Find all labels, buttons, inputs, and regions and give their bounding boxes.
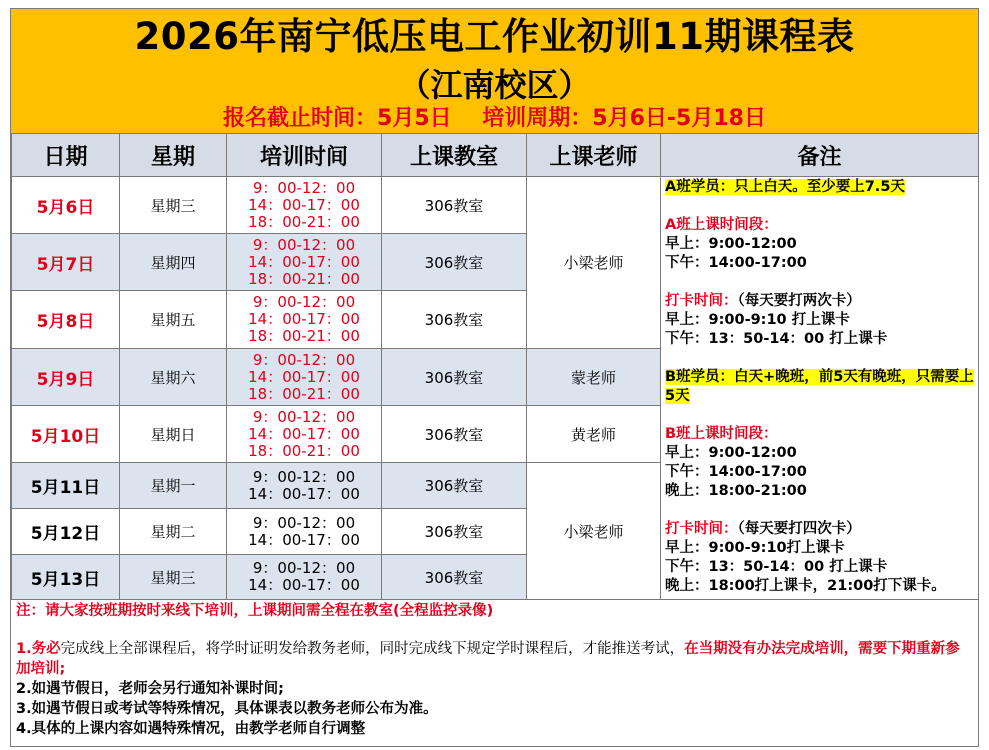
b-checkin-evening: 晚上：18:00打上课卡，21:00打下课卡。 (665, 578, 946, 594)
col-header-notes: 备注 (661, 134, 979, 177)
room-cell: 306教室 (382, 177, 527, 234)
room-cell: 306教室 (382, 349, 527, 406)
a-morning: 早上：9:00-12:00 (665, 236, 797, 252)
time-slot: 14：00-17：00 (248, 424, 360, 443)
room-cell: 306教室 (382, 463, 527, 509)
time-slot: 14：00-17：00 (248, 310, 360, 328)
date-cell: 5月8日 (12, 291, 120, 349)
col-header-date: 日期 (12, 134, 120, 177)
room-cell: 306教室 (382, 406, 527, 463)
time-slot: 14：00-17：00 (248, 195, 360, 214)
time-slot: 18：00-21：00 (248, 441, 360, 460)
date-cell: 5月13日 (12, 555, 120, 600)
time-cell (227, 509, 382, 555)
teacher-cell: 蒙老师 (527, 349, 661, 406)
teacher-cell: 黄老师 (527, 406, 661, 463)
registration-line: 报名截止时间：5月5日 培训周期：5月6日-5月18日 (223, 106, 766, 131)
date-cell: 5月9日 (12, 349, 120, 406)
teacher-cell: 小梁老师 (527, 177, 661, 349)
weekday-cell: 星期三 (120, 177, 227, 234)
weekday-cell: 星期三 (120, 555, 227, 600)
footer-item-4: 4.具体的上课内容如遇特殊情况，由教学老师自行调整 (16, 721, 366, 737)
weekday-cell: 星期日 (120, 406, 227, 463)
b-checkin-title-line: 打卡时间：（每天要打四次卡） (665, 521, 861, 537)
footer-notice: 注：请大家按班期按时来线下培训，上课期间需全程在教室(全程监控录像) (16, 603, 494, 619)
schedule-sheet (10, 8, 979, 747)
footer-item-1: 1.务必完成线上全部课程后，将学时证明发给教务老师，同时完成线下规定学时课程后，才能推送考试，在当期没有办法完成培训，需要下期重新参加培训; (16, 641, 960, 677)
date-cell: 5月10日 (12, 406, 120, 463)
footer-item-3: 3.如遇节假日或考试等特殊情况，具体课表以教务老师公布为准。 (16, 701, 438, 717)
weekday-cell: 星期四 (120, 234, 227, 291)
notes-cell (661, 177, 979, 600)
time-slot: 9：00-12：00 (252, 559, 356, 577)
a-afternoon: 下午：14:00-17:00 (665, 255, 807, 271)
time-slot: 18：00-21：00 (248, 384, 360, 403)
room-cell: 306教室 (382, 509, 527, 555)
date-cell: 5月7日 (12, 234, 120, 291)
b-class-note: B班学员：白天+晚班，前5天有晚班，只需要上5天 (665, 369, 974, 404)
b-checkin-morning: 早上：9:00-9:10打上课卡 (665, 540, 845, 556)
weekday-cell: 星期一 (120, 463, 227, 509)
date-cell: 5月11日 (12, 463, 120, 509)
time-cell (227, 406, 382, 463)
b-morning: 早上：9:00-12:00 (665, 445, 797, 461)
b-checkin-afternoon: 下午：13：50-14：00 打上课卡 (665, 559, 888, 575)
time-slot: 9：00-12：00 (252, 178, 356, 197)
time-slot: 9：00-12：00 (252, 350, 356, 369)
a-class-note: A班学员：只上白天。至少要上7.5天 (665, 179, 905, 195)
schedule-table (11, 133, 979, 600)
time-slot: 9：00-12：00 (252, 293, 356, 311)
header-row (12, 134, 979, 177)
col-header-time: 培训时间 (227, 134, 382, 177)
time-slot: 14：00-17：00 (248, 530, 360, 549)
weekday-cell: 星期六 (120, 349, 227, 406)
b-evening: 晚上：18:00-21:00 (665, 483, 807, 499)
time-cell (227, 555, 382, 600)
date-cell: 5月12日 (12, 509, 120, 555)
table-row (12, 177, 979, 234)
time-slot: 14：00-17：00 (248, 367, 360, 386)
col-header-room: 上课教室 (382, 134, 527, 177)
time-slot: 18：00-21：00 (248, 269, 360, 288)
room-cell: 306教室 (382, 234, 527, 291)
time-slot: 18：00-21：00 (248, 327, 360, 345)
time-slot: 9：00-12：00 (252, 513, 356, 532)
time-slot: 14：00-17：00 (248, 252, 360, 271)
col-header-teacher: 上课老师 (527, 134, 661, 177)
time-cell (227, 463, 382, 509)
room-cell: 306教室 (382, 291, 527, 349)
time-slot: 9：00-12：00 (252, 407, 356, 426)
a-checkin-morning: 早上：9:00-9:10 打上课卡 (665, 312, 850, 328)
teacher-cell: 小梁老师 (527, 463, 661, 600)
time-slot: 9：00-12：00 (252, 235, 356, 254)
footer-notes (11, 599, 978, 746)
room-cell: 306教室 (382, 555, 527, 600)
header-banner (11, 9, 978, 134)
b-time-title: B班上课时间段： (665, 426, 778, 442)
weekday-cell: 星期五 (120, 291, 227, 349)
footer-item-2: 2.如遇节假日，老师会另行通知补课时间; (16, 681, 284, 697)
weekday-cell: 星期二 (120, 509, 227, 555)
b-afternoon: 下午：14:00-17:00 (665, 464, 807, 480)
col-header-weekday: 星期 (120, 134, 227, 177)
time-slot: 9：00-12：00 (252, 467, 356, 486)
time-slot: 14：00-17：00 (248, 484, 360, 503)
a-checkin-title-line: 打卡时间：（每天要打两次卡） (665, 293, 861, 309)
time-cell (227, 291, 382, 349)
page-title: 2026年南宁低压电工作业初训11期课程表 (134, 15, 855, 58)
time-cell (227, 177, 382, 234)
time-cell (227, 234, 382, 291)
a-checkin-afternoon: 下午：13：50-14：00 打上课卡 (665, 331, 888, 347)
campus-subtitle: （江南校区） (398, 66, 591, 104)
date-cell: 5月6日 (12, 177, 120, 234)
a-time-title: A班上课时间段： (665, 217, 778, 233)
time-slot: 18：00-21：00 (248, 212, 360, 231)
time-slot: 14：00-17：00 (248, 576, 360, 594)
time-cell (227, 349, 382, 406)
